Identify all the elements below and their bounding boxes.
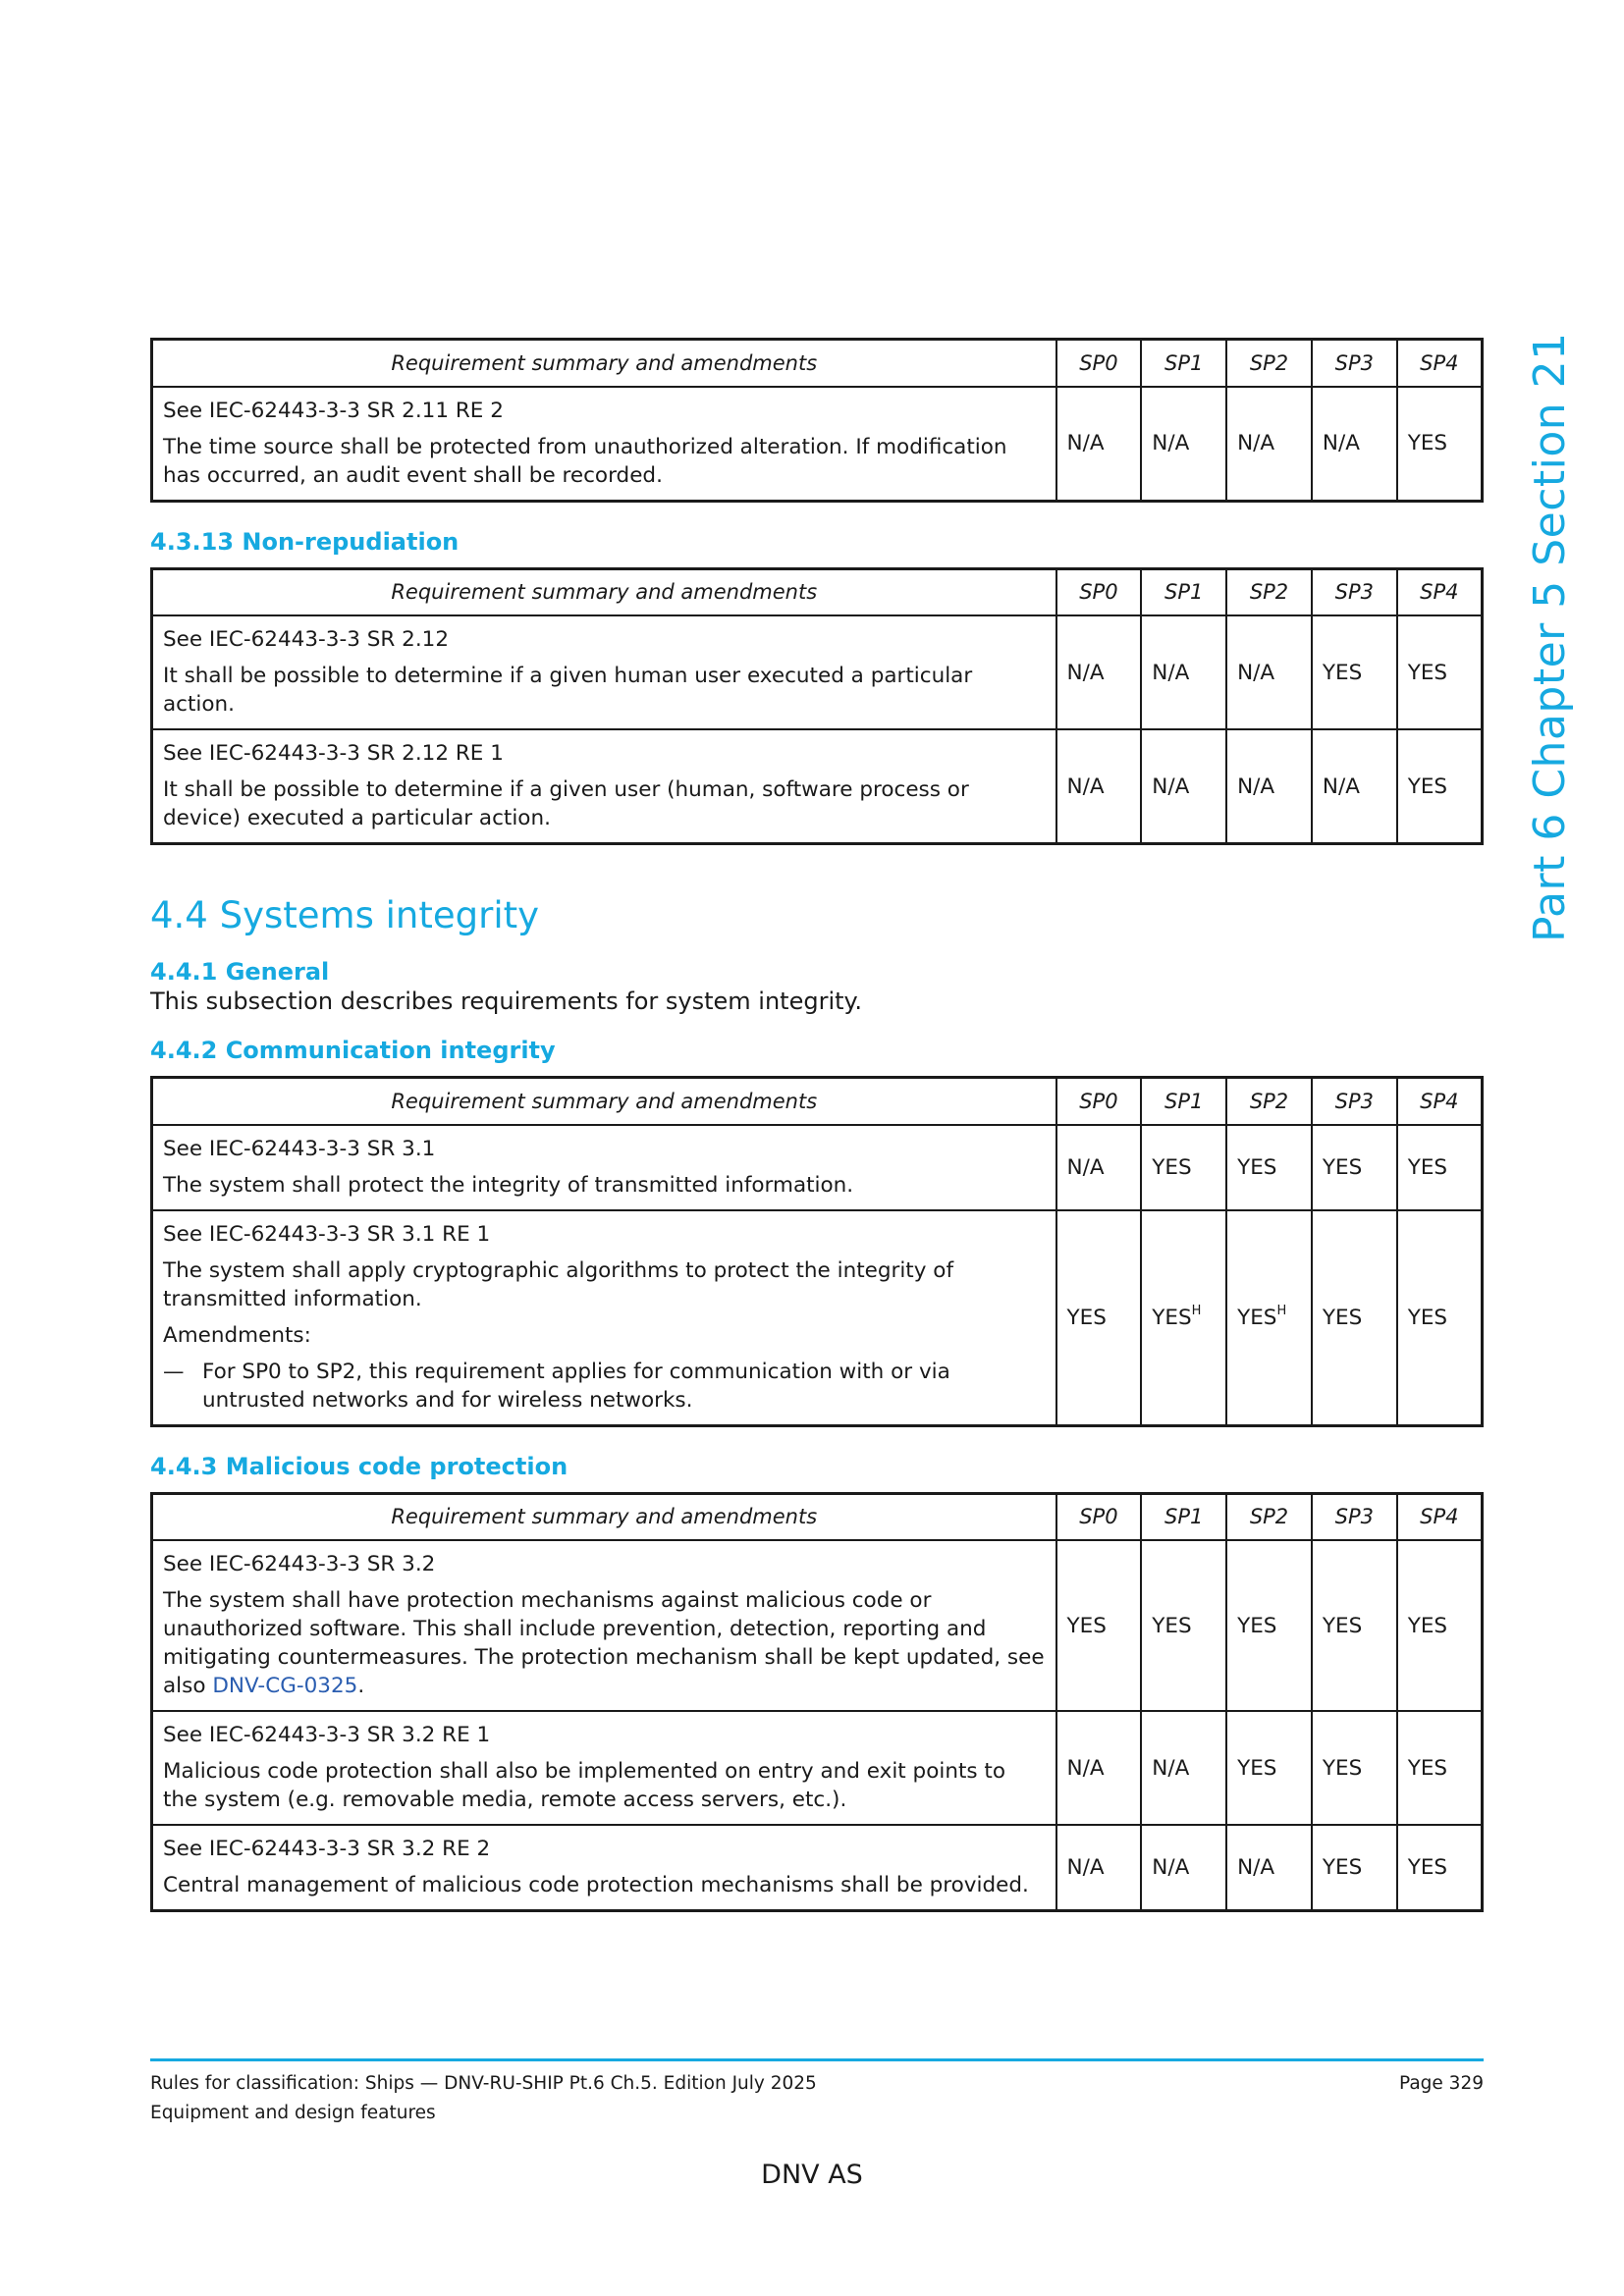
requirement-cell (152, 387, 1056, 502)
header-sp3: SP3 (1312, 1078, 1397, 1125)
footer-subtitle: Equipment and design features (150, 2103, 436, 2123)
page-number: Page 329 (1399, 2073, 1484, 2094)
sp3-value: N/A (1312, 729, 1397, 844)
table-header-row (152, 1493, 1483, 1540)
table-row (152, 615, 1483, 729)
header-sp1: SP1 (1141, 1493, 1226, 1540)
requirement-cell (152, 729, 1056, 844)
requirement-ref: See IEC-62443-3-3 SR 2.11 RE 2 (163, 398, 504, 423)
sp3-value: YES (1312, 1125, 1397, 1210)
sp1-value: YES (1152, 1305, 1192, 1330)
sp4-value: YES (1397, 1711, 1483, 1825)
requirement-text (163, 1586, 1046, 1700)
dnv-cg-0325-link[interactable]: DNV-CG-0325 (212, 1674, 358, 1698)
sp0-value: N/A (1056, 729, 1142, 844)
sp2-value: N/A (1226, 1825, 1312, 1911)
requirement-text: It shall be possible to determine if a given human user executed a particular action. (163, 664, 973, 717)
table-header-row (152, 1078, 1483, 1125)
requirement-cell (152, 1711, 1056, 1825)
sp1-value: N/A (1141, 387, 1226, 502)
requirement-ref: See IEC-62443-3-3 SR 3.2 RE 2 (163, 1837, 491, 1861)
header-sp4: SP4 (1397, 340, 1483, 387)
sp1-value: YES (1141, 1540, 1226, 1711)
header-sp2: SP2 (1226, 1493, 1312, 1540)
sp3-value: YES (1312, 1540, 1397, 1711)
sp4-value: YES (1397, 1540, 1483, 1711)
header-requirement: Requirement summary and amendments (152, 1493, 1056, 1540)
general-text: This subsection describes requirements for system integrity. (150, 988, 862, 1015)
header-sp2: SP2 (1226, 340, 1312, 387)
table-row (152, 1125, 1483, 1210)
header-sp3: SP3 (1312, 1493, 1397, 1540)
sp3-value: YES (1312, 615, 1397, 729)
requirements-table-non-repudiation (150, 567, 1484, 846)
requirement-text: The system shall apply cryptographic algorithms to protect the integrity of transmitted information. (163, 1257, 954, 1311)
header-requirement: Requirement summary and amendments (152, 1078, 1056, 1125)
footer-divider (150, 2058, 1484, 2061)
requirement-ref: See IEC-62443-3-3 SR 2.12 RE 1 (163, 741, 504, 766)
publisher: DNV AS (761, 2160, 863, 2190)
table-row (152, 1825, 1483, 1911)
sp3-value: YES (1312, 1711, 1397, 1825)
header-sp2: SP2 (1226, 568, 1312, 615)
amendments-label: Amendments: (163, 1322, 311, 1348)
sp1-value-cell (1141, 1210, 1226, 1426)
requirement-cell (152, 1125, 1056, 1210)
requirement-cell (152, 1540, 1056, 1711)
sp1-value: N/A (1141, 615, 1226, 729)
header-sp0: SP0 (1056, 1078, 1142, 1125)
requirement-text: It shall be possible to determine if a given user (human, software process or device) executed a particular action. (163, 777, 969, 830)
heading-non-repudiation: 4.3.13 Non-repudiation (150, 527, 460, 556)
requirements-table-communication-integrity (150, 1076, 1484, 1427)
table-row (152, 387, 1483, 502)
page-content (150, 338, 1484, 1912)
requirement-text-main: The system shall have protection mechanisms against malicious code or unauthorized software. This shall include prevention, detection, reporting and mitigating countermeasures. The protection mechanism shall be kept updated, see also (163, 1588, 1045, 1698)
requirement-text-end: . (357, 1674, 365, 1698)
sp1-value: YES (1141, 1125, 1226, 1210)
requirement-cell (152, 615, 1056, 729)
header-sp1: SP1 (1141, 340, 1226, 387)
sp0-value: N/A (1056, 1825, 1142, 1911)
sp2-superscript: H (1276, 1303, 1287, 1318)
requirement-text: Malicious code protection shall also be implemented on entry and exit points to the system (e.g. removable media, remote access servers, etc.). (163, 1759, 1006, 1812)
requirement-ref: See IEC-62443-3-3 SR 3.2 RE 1 (163, 1723, 491, 1747)
requirements-table-malicious-code (150, 1492, 1484, 1913)
header-sp0: SP0 (1056, 568, 1142, 615)
header-sp3: SP3 (1312, 568, 1397, 615)
sp1-value: N/A (1141, 1825, 1226, 1911)
sp4-value: YES (1397, 1825, 1483, 1911)
header-sp4: SP4 (1397, 1078, 1483, 1125)
sp2-value-cell (1226, 1210, 1312, 1426)
header-sp1: SP1 (1141, 568, 1226, 615)
requirement-text: Central management of malicious code protection mechanisms shall be provided. (163, 1873, 1029, 1897)
sp4-value: YES (1397, 729, 1483, 844)
requirements-table-2-11 (150, 338, 1484, 503)
table-header-row (152, 568, 1483, 615)
requirement-cell (152, 1825, 1056, 1911)
footer-left (150, 2069, 817, 2128)
header-sp1: SP1 (1141, 1078, 1226, 1125)
sp3-value: N/A (1312, 387, 1397, 502)
sp3-value: YES (1312, 1210, 1397, 1426)
heading-malicious-code-protection: 4.4.3 Malicious code protection (150, 1452, 568, 1480)
header-requirement: Requirement summary and amendments (152, 568, 1056, 615)
table-row (152, 1210, 1483, 1426)
sp4-value: YES (1397, 1210, 1483, 1426)
sp2-value: YES (1237, 1305, 1277, 1330)
requirement-ref: See IEC-62443-3-3 SR 2.12 (163, 627, 450, 652)
heading-general: 4.4.1 General (150, 958, 330, 986)
header-sp2: SP2 (1226, 1078, 1312, 1125)
requirement-ref: See IEC-62443-3-3 SR 3.1 (163, 1136, 436, 1161)
footer-title: Rules for classification: Ships — DNV-RU-SHIP Pt.6 Ch.5. Edition July 2025 (150, 2073, 817, 2094)
sp3-value: YES (1312, 1825, 1397, 1911)
sp1-value: N/A (1141, 1711, 1226, 1825)
dash-bullet: — (163, 1359, 185, 1384)
sp2-value: N/A (1226, 387, 1312, 502)
sp2-value: N/A (1226, 615, 1312, 729)
sp0-value: N/A (1056, 615, 1142, 729)
sp0-value: N/A (1056, 387, 1142, 502)
sp0-value: N/A (1056, 1125, 1142, 1210)
table-row (152, 1711, 1483, 1825)
amendment-text: For SP0 to SP2, this requirement applies for communication with or via untrusted networks and for wireless networks. (202, 1359, 950, 1413)
side-label: Part 6 Chapter 5 Section 21 (1525, 332, 1575, 942)
heading-communication-integrity: 4.4.2 Communication integrity (150, 1037, 556, 1064)
table-header-row (152, 340, 1483, 387)
requirement-text: The system shall protect the integrity of transmitted information. (163, 1172, 854, 1198)
header-requirement: Requirement summary and amendments (152, 340, 1056, 387)
sp1-value: N/A (1141, 729, 1226, 844)
sp2-value: N/A (1226, 729, 1312, 844)
sp0-value: YES (1056, 1210, 1142, 1426)
sp2-value: YES (1226, 1125, 1312, 1210)
sp4-value: YES (1397, 615, 1483, 729)
requirement-cell (152, 1210, 1056, 1426)
sp1-superscript: H (1191, 1303, 1202, 1318)
sp0-value: YES (1056, 1540, 1142, 1711)
sp4-value: YES (1397, 387, 1483, 502)
amendment-item (163, 1358, 1046, 1415)
requirement-ref: See IEC-62443-3-3 SR 3.1 RE 1 (163, 1221, 491, 1247)
table-row (152, 1540, 1483, 1711)
requirement-ref: See IEC-62443-3-3 SR 3.2 (163, 1552, 436, 1576)
header-sp4: SP4 (1397, 568, 1483, 615)
sp2-value: YES (1226, 1711, 1312, 1825)
header-sp3: SP3 (1312, 340, 1397, 387)
sp2-value: YES (1226, 1540, 1312, 1711)
header-sp4: SP4 (1397, 1493, 1483, 1540)
heading-systems-integrity: 4.4 Systems integrity (150, 894, 539, 936)
requirement-text: The time source shall be protected from unauthorized alteration. If modification has occurred, an audit event shall be recorded. (163, 434, 1007, 488)
header-sp0: SP0 (1056, 1493, 1142, 1540)
sp4-value: YES (1397, 1125, 1483, 1210)
table-row (152, 729, 1483, 844)
sp0-value: N/A (1056, 1711, 1142, 1825)
header-sp0: SP0 (1056, 340, 1142, 387)
